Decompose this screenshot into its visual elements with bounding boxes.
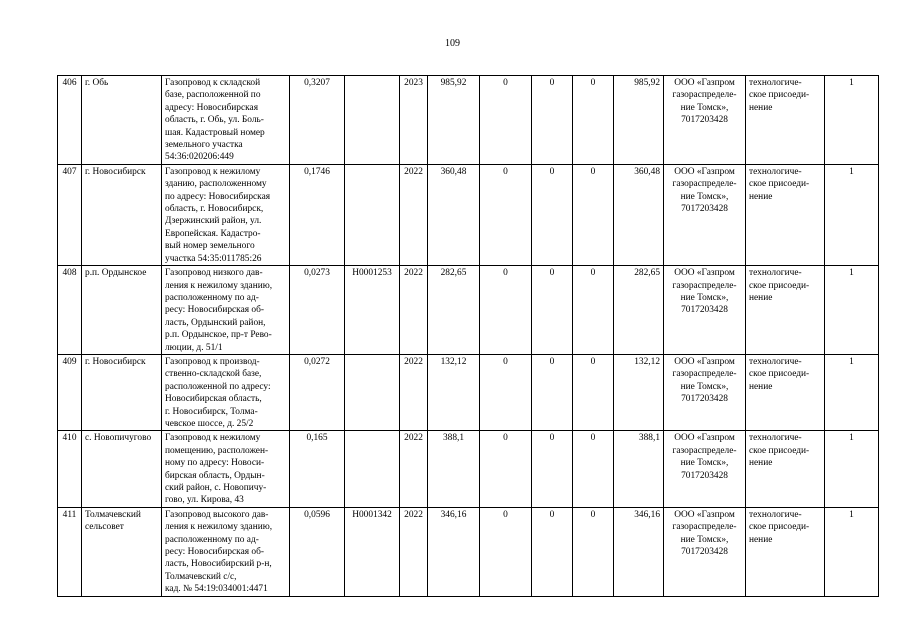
cell-description: [162, 354, 290, 430]
cell-description-line: ления к нежилому зданию,: [165, 280, 273, 291]
cell-description-line: ления к нежилому зданию,: [165, 522, 273, 533]
cell-description-line: земельного участка: [165, 140, 243, 151]
cell-description: [162, 164, 290, 265]
cell-locality: г. Обь: [82, 76, 162, 165]
cell-description-line: помещению, расположен-: [165, 445, 269, 456]
cell-value-2: 0: [532, 431, 573, 507]
cell-description-line: шая. Кадастровый номер: [165, 127, 265, 138]
cell-value-2: 0: [532, 354, 573, 430]
cell-cost: 388,1: [428, 431, 480, 507]
cell-value-2: 0: [532, 266, 573, 355]
cell-code: [345, 431, 400, 507]
cell-cost: 985,92: [428, 76, 480, 165]
cell-purpose: [746, 354, 825, 430]
cell-description-line: ресу: Новосибирская об-: [165, 547, 264, 558]
cell-value-3: 0: [573, 507, 614, 596]
cell-purpose-line: нение: [749, 381, 773, 392]
cell-description-line: Газопровод к производ-: [165, 356, 260, 367]
page-number: 109: [445, 38, 460, 49]
cell-description-line: ственно-складской базе,: [165, 369, 262, 380]
cell-organization-line: ние Томск»,: [680, 292, 729, 303]
cell-organization-line: газораспределе-: [672, 445, 737, 456]
cell-length: 0,3207: [290, 76, 345, 165]
cell-quantity: 1: [825, 76, 879, 165]
cell-description-line: зданию, расположенному: [165, 179, 267, 190]
cell-organization-line: 7017203428: [681, 305, 728, 316]
cell-purpose: [746, 507, 825, 596]
cell-organization-line: ние Томск»,: [680, 534, 729, 545]
cell-value-1: 0: [480, 164, 532, 265]
cell-description-line: 54:36:020206:449: [165, 152, 234, 163]
cell-value-2: 0: [532, 76, 573, 165]
cell-organization-line: ние Томск»,: [680, 381, 729, 392]
cell-purpose-line: нение: [749, 292, 773, 303]
cell-total: 132,12: [614, 354, 664, 430]
cell-total: 282,65: [614, 266, 664, 355]
cell-value-3: 0: [573, 266, 614, 355]
cell-cost: 346,16: [428, 507, 480, 596]
cell-locality: г. Новосибирск: [82, 164, 162, 265]
cell-locality: с. Новопичугово: [82, 431, 162, 507]
cell-description-line: бирская область, Ордын-: [165, 470, 265, 481]
cell-organization: [664, 164, 746, 265]
cell-purpose-line: ское присоеди-: [749, 522, 810, 533]
cell-description-line: адресу: Новосибирская: [165, 102, 259, 113]
cell-description-line: чевское шоссе, д. 25/2: [165, 418, 254, 429]
cell-description-line: р.п. Ордынское, пр-т Рево-: [165, 330, 272, 341]
cell-organization-line: 7017203428: [681, 394, 728, 405]
cell-quantity: 1: [825, 164, 879, 265]
cell-description-line: Дзержинский район, ул.: [165, 216, 262, 227]
cell-organization: [664, 507, 746, 596]
cell-purpose-line: нение: [749, 191, 773, 202]
cell-length: 0,0273: [290, 266, 345, 355]
cell-description-line: г. Новосибирск, Толма-: [165, 406, 258, 417]
cell-year: 2022: [400, 266, 428, 355]
cell-locality: г. Новосибирск: [82, 354, 162, 430]
cell-number: 410: [58, 431, 82, 507]
cell-code: Н0001342: [345, 507, 400, 596]
cell-purpose-line: нение: [749, 458, 773, 469]
cell-length: 0,0596: [290, 507, 345, 596]
cell-value-1: 0: [480, 507, 532, 596]
cell-total: 346,16: [614, 507, 664, 596]
cell-purpose-line: технологиче-: [749, 166, 802, 177]
cell-description-line: Европейская. Кадастро-: [165, 228, 261, 239]
cell-organization: [664, 266, 746, 355]
cell-description-line: по адресу: Новосибирская: [165, 191, 271, 202]
cell-year: 2023: [400, 76, 428, 165]
cell-organization-line: 7017203428: [681, 204, 728, 215]
cell-description-line: гово, ул. Кирова, 43: [165, 495, 244, 506]
cell-year: 2022: [400, 507, 428, 596]
cell-description: [162, 266, 290, 355]
cell-value-3: 0: [573, 164, 614, 265]
cell-purpose: [746, 164, 825, 265]
cell-purpose-line: ское присоеди-: [749, 445, 810, 456]
cell-cost: 360,48: [428, 164, 480, 265]
cell-description-line: область, г. Новосибирск,: [165, 204, 264, 215]
cell-organization-line: газораспределе-: [672, 522, 737, 533]
cell-purpose-line: ское присоеди-: [749, 280, 810, 291]
cell-organization-line: газораспределе-: [672, 179, 737, 190]
cell-description-line: вый номер земельного: [165, 241, 255, 252]
registry-body: [58, 76, 879, 597]
cell-description-line: люции, д. 51/1: [165, 342, 223, 353]
registry-table: [57, 75, 879, 597]
cell-purpose-line: технологиче-: [749, 356, 802, 367]
cell-organization-line: газораспределе-: [672, 369, 737, 380]
cell-description-line: ласть, Ордынский район,: [165, 317, 266, 328]
cell-description: [162, 431, 290, 507]
cell-purpose: [746, 431, 825, 507]
cell-value-3: 0: [573, 431, 614, 507]
cell-code: [345, 164, 400, 265]
cell-description: [162, 76, 290, 165]
cell-description-line: расположенной по адресу:: [165, 381, 271, 392]
cell-purpose-line: технологиче-: [749, 433, 802, 444]
cell-organization: [664, 76, 746, 165]
cell-organization-line: ние Томск»,: [680, 458, 729, 469]
cell-organization-line: ООО «Газпром: [674, 433, 735, 444]
cell-value-1: 0: [480, 431, 532, 507]
cell-purpose-line: ское присоеди-: [749, 90, 810, 101]
cell-number: 406: [58, 76, 82, 165]
cell-organization-line: газораспределе-: [672, 280, 737, 291]
cell-cost: 132,12: [428, 354, 480, 430]
cell-description-line: расположенному по ад-: [165, 534, 259, 545]
cell-description-line: Газопровод низкого дав-: [165, 268, 263, 279]
cell-description-line: расположенному по ад-: [165, 292, 259, 303]
cell-purpose-line: технологиче-: [749, 268, 802, 279]
cell-value-3: 0: [573, 354, 614, 430]
cell-value-1: 0: [480, 266, 532, 355]
cell-purpose-line: нение: [749, 102, 773, 113]
cell-description-line: Газопровод к нежилому: [165, 166, 261, 177]
cell-description-line: ресу: Новосибирская об-: [165, 305, 264, 316]
cell-organization-line: ние Томск»,: [680, 191, 729, 202]
cell-organization-line: ООО «Газпром: [674, 166, 735, 177]
cell-organization-line: газораспределе-: [672, 90, 737, 101]
cell-description-line: кад. № 54:19:034001:4471: [165, 584, 268, 595]
cell-code: [345, 76, 400, 165]
cell-purpose-line: технологиче-: [749, 78, 802, 88]
cell-length: 0,1746: [290, 164, 345, 265]
cell-value-1: 0: [480, 354, 532, 430]
table-row: [58, 266, 879, 355]
cell-organization-line: ООО «Газпром: [674, 509, 735, 520]
cell-purpose-line: ское присоеди-: [749, 369, 810, 380]
cell-value-2: 0: [532, 164, 573, 265]
cell-organization-line: ООО «Газпром: [674, 356, 735, 367]
cell-cost: 282,65: [428, 266, 480, 355]
cell-number: 409: [58, 354, 82, 430]
cell-description-line: Газопровод к нежилому: [165, 433, 261, 444]
cell-length: 0,165: [290, 431, 345, 507]
cell-total: 360,48: [614, 164, 664, 265]
cell-length: 0,0272: [290, 354, 345, 430]
cell-year: 2022: [400, 431, 428, 507]
cell-value-2: 0: [532, 507, 573, 596]
cell-description-line: область, г. Обь, ул. Боль-: [165, 115, 264, 126]
table-row: [58, 507, 879, 596]
cell-description-line: ский район, с. Новопичу-: [165, 483, 267, 493]
cell-purpose-line: технологиче-: [749, 509, 802, 520]
cell-organization: [664, 354, 746, 430]
cell-code: [345, 354, 400, 430]
cell-description-line: участка 54:35:011785:26: [165, 253, 262, 264]
cell-quantity: 1: [825, 266, 879, 355]
table-row: [58, 431, 879, 507]
cell-year: 2022: [400, 164, 428, 265]
cell-number: 411: [58, 507, 82, 596]
cell-description-line: базе, расположенной по: [165, 90, 261, 101]
cell-organization-line: 7017203428: [681, 115, 728, 126]
cell-description-line: ному по адресу: Новоси-: [165, 458, 265, 469]
cell-organization-line: 7017203428: [681, 470, 728, 481]
cell-year: 2022: [400, 354, 428, 430]
cell-description-line: ласть, Новосибирский р-н,: [165, 559, 272, 570]
cell-organization: [664, 431, 746, 507]
cell-value-3: 0: [573, 76, 614, 165]
cell-quantity: 1: [825, 431, 879, 507]
cell-purpose: [746, 76, 825, 165]
cell-code: Н0001253: [345, 266, 400, 355]
table-row: [58, 76, 879, 165]
cell-purpose: [746, 266, 825, 355]
cell-organization-line: ООО «Газпром: [674, 78, 735, 88]
cell-purpose-line: ское присоеди-: [749, 179, 810, 190]
cell-organization-line: ние Томск»,: [680, 102, 729, 113]
cell-organization-line: 7017203428: [681, 547, 728, 558]
cell-total: 985,92: [614, 76, 664, 165]
table-row: [58, 354, 879, 430]
cell-description-line: Газопровод высокого дав-: [165, 509, 269, 520]
cell-quantity: 1: [825, 354, 879, 430]
cell-organization-line: ООО «Газпром: [674, 268, 735, 279]
cell-description-line: Газопровод к складской: [165, 78, 261, 88]
cell-number: 407: [58, 164, 82, 265]
cell-locality: Толмачевский сельсовет: [82, 507, 162, 596]
cell-total: 388,1: [614, 431, 664, 507]
cell-number: 408: [58, 266, 82, 355]
cell-quantity: 1: [825, 507, 879, 596]
table-row: [58, 164, 879, 265]
cell-description-line: Новосибирская область,: [165, 394, 262, 405]
cell-value-1: 0: [480, 76, 532, 165]
cell-description: [162, 507, 290, 596]
cell-purpose-line: нение: [749, 534, 773, 545]
cell-description-line: Толмачевский с/с,: [165, 571, 237, 582]
cell-locality: р.п. Ордынское: [82, 266, 162, 355]
